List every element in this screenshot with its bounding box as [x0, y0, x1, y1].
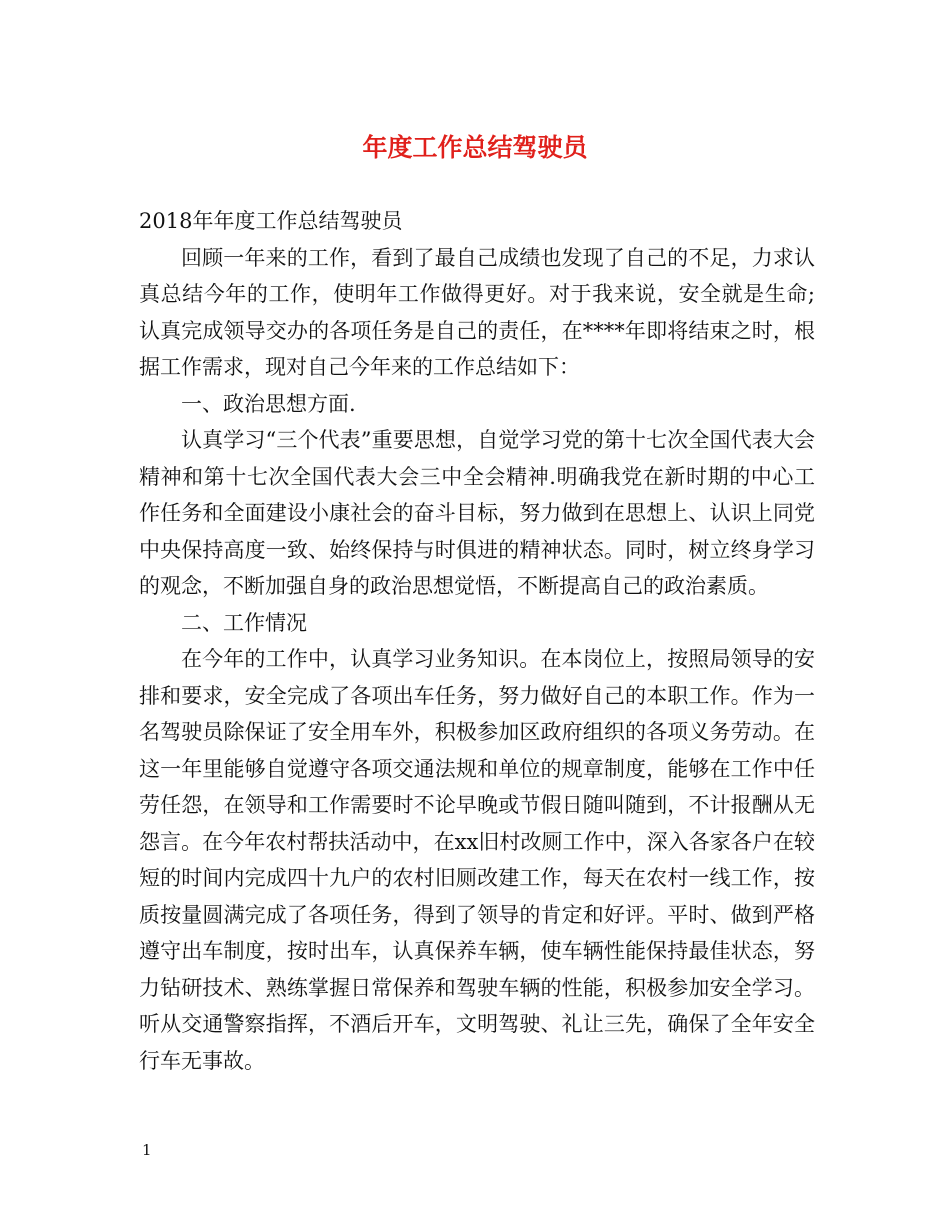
document-title: 年度工作总结驾驶员 [362, 133, 588, 162]
section-heading-political: 一、政治思想方面. [181, 391, 356, 416]
document-body [139, 203, 815, 1079]
section-heading-work: 二、工作情况 [181, 610, 307, 635]
paragraph-intro: 回顾一年来的工作，看到了最自己成绩也发现了自己的不足，力求认真总结今年的工作，使明年工作做得更好。对于我来说，安全就是生命;认真完成领导交办的各项任务是自己的责任，在****年即将结束之时，根据工作需求，现对自己今年来的工作总结如下： [139, 245, 815, 379]
document-subtitle: 2018年年度工作总结驾驶员 [139, 209, 403, 233]
page-number: 1 [142, 1141, 152, 1159]
paragraph-work: 在今年的工作中，认真学习业务知识。在本岗位上，按照局领导的安排和要求，安全完成了各项出车任务，努力做好自己的本职工作。作为一名驾驶员除保证了安全用车外，积极参加区政府组织的各项义务劳动。在这一年里能够自觉遵守各项交通法规和单位的规章制度，能够在工作中任劳任怨，在领导和工作需要时不论早晚或节假日随叫随到，不计报酬从无怨言。在今年农村帮扶活动中，在xx旧村改厕工作中，深入各家各户在较短的时间内完成四十九户的农村旧厕改建工作，每天在农村一线工作，按质按量圆满完成了各项任务，得到了领导的肯定和好评。平时、做到严格遵守出车制度，按时出车，认真保养车辆，使车辆性能保持最佳状态，努力钻研技术、熟练掌握日常保养和驾驶车辆的性能，积极参加安全学习。听从交通警察指挥，不酒后开车，文明驾驶、礼让三先，确保了全年安全行车无事故。 [139, 647, 815, 1073]
paragraph-political: 认真学习“三个代表”重要思想，自觉学习党的第十七次全国代表大会精神和第十七次全国代表大会三中全会精神.明确我党在新时期的中心工作任务和全面建设小康社会的奋斗目标，努力做到在思想上、认识上同党中央保持高度一致、始终保持与时俱进的精神状态。同时，树立终身学习的观念，不断加强自身的政治思想觉悟，不断提高自己的政治素质。 [139, 428, 815, 598]
